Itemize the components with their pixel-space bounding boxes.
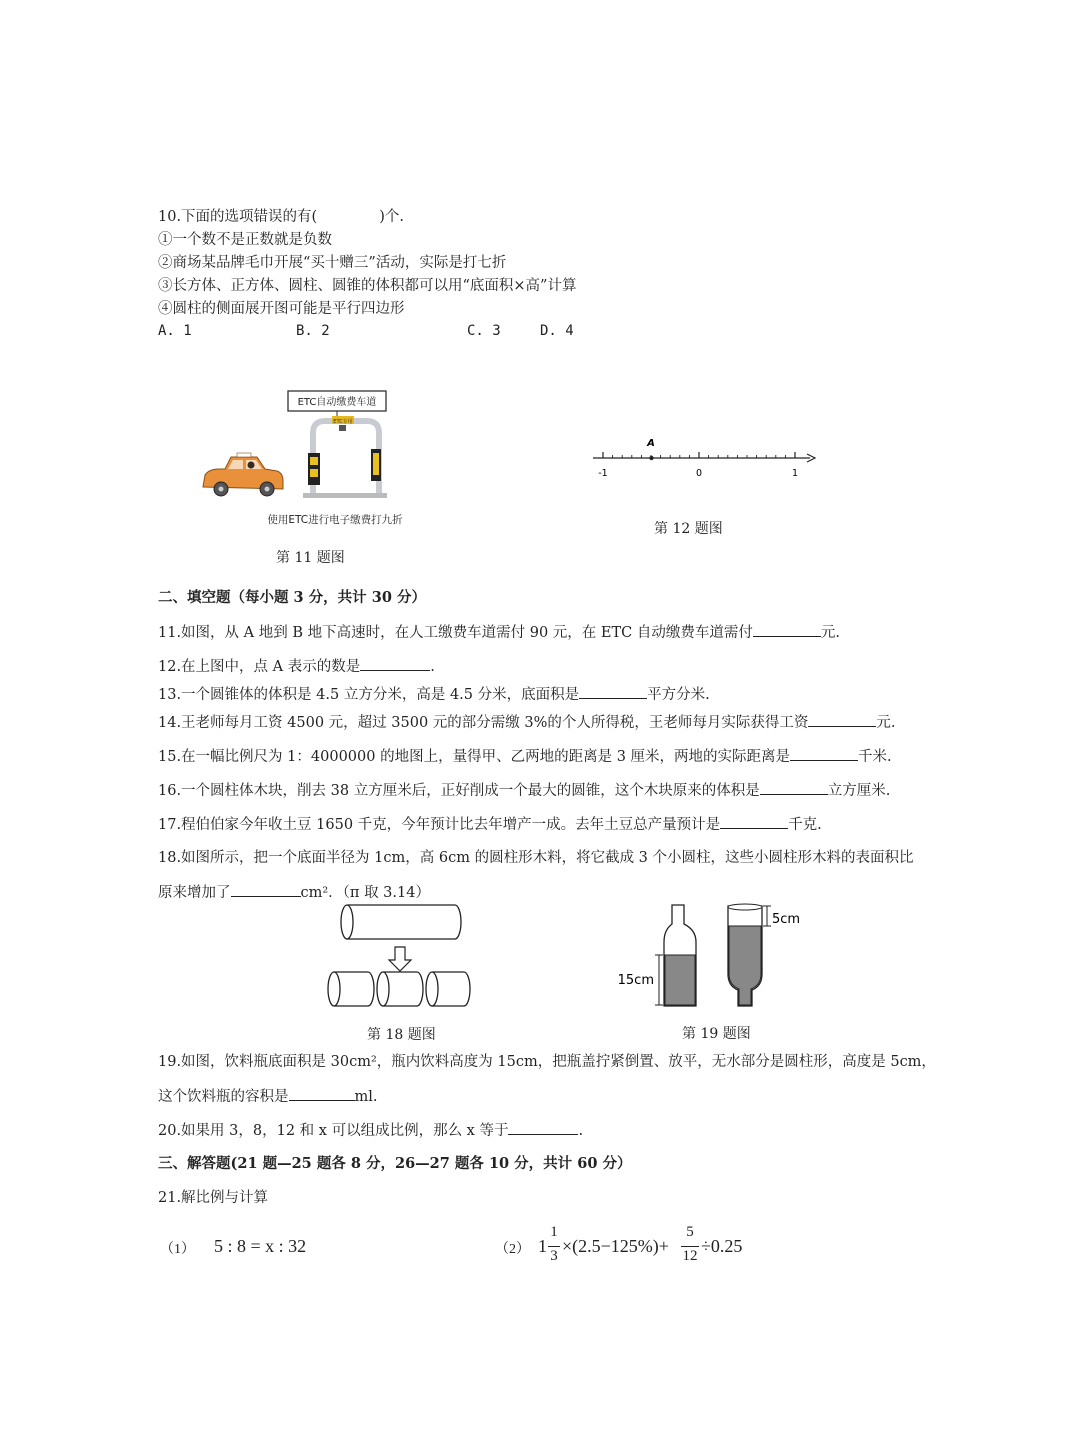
small-cylinder-3 [426, 972, 470, 1006]
q20-answer-blank[interactable] [508, 1120, 578, 1135]
fig19-caption: 第 19 题图 [682, 1026, 751, 1042]
fig12-caption: 第 12 题图 [654, 521, 723, 537]
section-3-heading: 三、解答题(21 题—25 题各 8 分，26—27 题各 10 分，共计 60 分） [158, 1155, 632, 1172]
taxi-roof-sign [237, 453, 251, 457]
q10-item-3: ③长方体、正方体、圆柱、圆锥的体积都可以用“底面积×高”计算 [158, 278, 577, 294]
q10-item-4: ④圆柱的侧面展开图可能是平行四边形 [158, 301, 405, 317]
section-2-heading: 二、填空题（每小题 3 分，共计 30 分） [158, 589, 426, 606]
point-a-label: A [647, 438, 655, 449]
q14 [158, 712, 896, 733]
q12-answer-blank[interactable] [360, 656, 430, 671]
number-line-ticks [603, 452, 795, 458]
q21-title: 21.解比例与计算 [158, 1190, 269, 1206]
fig11-etc-illustration [195, 385, 425, 535]
q16-text: 16.一个圆柱体木块，削去 38 立方厘米后，正好削成一个最大的圆锥，这个木块原来的体积是 [158, 783, 760, 799]
label-15cm: 15cm [617, 973, 654, 988]
fig11-caption: 第 11 题图 [276, 550, 345, 566]
road-base [303, 493, 387, 498]
tick-label-1: 1 [791, 468, 799, 479]
small-cylinder-1 [328, 972, 374, 1006]
frac1-bar [548, 1246, 560, 1247]
q18-answer-blank[interactable] [231, 882, 301, 897]
frac2-den: 12 [682, 1248, 698, 1264]
q11 [158, 622, 840, 643]
expr-end: ÷0.25 [701, 1236, 743, 1256]
q17-text: 17.程伯伯家今年收土豆 1650 千克，今年预计比去年增产一成。去年土豆总产量预计是 [158, 817, 721, 833]
q20 [158, 1120, 583, 1141]
q10-item-2: ②商场某品牌毛巾开展“买十赠三”活动，实际是打七折 [158, 255, 507, 271]
etc-sign-text: ETC自动缴费车道 [297, 397, 377, 408]
frac1-num: 1 [550, 1224, 558, 1240]
q14-unit: 元. [876, 715, 896, 731]
down-arrow-icon [389, 947, 411, 971]
q17-answer-blank[interactable] [720, 814, 788, 829]
point-a-marker [649, 456, 653, 460]
fig18-caption: 第 18 题图 [367, 1027, 436, 1043]
q12-text: 12.在上图中，点 A 表示的数是 [158, 659, 361, 675]
q15-unit: 千米. [858, 749, 892, 765]
q12-unit: . [430, 659, 435, 675]
tick-label-minus-1: -1 [598, 468, 608, 479]
q16-answer-blank[interactable] [760, 780, 828, 795]
fig19-bottles [612, 898, 812, 1014]
q19-line-1: 19.如图，饮料瓶底面积是 30cm²，瓶内饮料高度为 15cm，把瓶盖拧紧倒置、放平，无水部分是圆柱形，高度是 5cm， [158, 1054, 936, 1070]
q10-stem [158, 207, 404, 227]
right-light-lamp [373, 453, 379, 475]
fig18-cylinders [322, 900, 478, 1018]
q15-text: 15.在一幅比例尺为 1：4000000 的地图上，量得甲、乙两地的距离是 3 厘米，两地的实际距离是 [158, 749, 791, 765]
fig12-number-line [585, 432, 825, 482]
q10-item-1: ①一个数不是正数就是负数 [158, 232, 332, 248]
inverted-bottle-base [728, 904, 762, 910]
label-5cm: 5cm [772, 912, 801, 927]
q18-unit: cm²．（π 取 3.14） [300, 885, 430, 901]
long-cylinder [341, 905, 461, 939]
q16-unit: 立方厘米. [827, 783, 891, 799]
q21-part1-expression [214, 1236, 306, 1257]
q10-option-d: D. 4 [540, 323, 574, 339]
q15 [158, 746, 892, 767]
q10-stem-b: )个. [379, 209, 404, 225]
small-cylinder-2 [377, 972, 423, 1006]
q17 [158, 814, 822, 835]
etc-gantry [313, 421, 379, 495]
q19 [158, 1086, 378, 1107]
expr-middle: ×(2.5−125%)+ [562, 1236, 669, 1256]
q13-answer-blank[interactable] [579, 684, 647, 699]
driver-icon [248, 462, 255, 469]
q12 [158, 656, 435, 677]
q18-line-1: 18.如图所示，把一个底面半径为 1cm，高 6cm 的圆柱形木料，将它截成 3 个小圆柱，这些小圆柱形木料的表面积比 [158, 850, 914, 866]
car-hub-rear [265, 487, 270, 492]
frac2-num: 5 [686, 1224, 694, 1240]
tick-label-0: 0 [695, 468, 703, 479]
q13-unit: 平方分米. [647, 687, 710, 703]
inverted-bottle [728, 904, 762, 1006]
q21-part1-expr-text: 5 : 8 = x : 32 [214, 1236, 307, 1256]
q20-unit: . [578, 1123, 584, 1139]
car-hub-front [219, 487, 224, 492]
q21-part1-label: （1） [160, 1242, 195, 1257]
q19-text: 这个饮料瓶的容积是 [158, 1089, 289, 1105]
q11-text: 11.如图，从 A 地到 B 地下高速时，在人工缴费车道需付 90 元，在 ETC 自动缴费车道需付 [158, 625, 753, 641]
q20-text: 20.如果用 3，8，12 和 x 可以组成比例，那么 x 等于 [158, 1123, 509, 1139]
etc-camera-icon [339, 425, 346, 431]
q14-text: 14.王老师每月工资 4500 元，超过 3500 元的部分需缴 3%的个人所得税，王老师每月实际获得工资 [158, 715, 809, 731]
q17-unit: 千克. [788, 817, 822, 833]
q19-unit: ml. [354, 1089, 378, 1105]
fig11-inner-caption: 使用ETC进行电子缴费打九折 [267, 514, 403, 526]
mixed-whole: 1 [538, 1236, 547, 1256]
q21-part2-label: （2） [495, 1242, 530, 1257]
upright-bottle [664, 905, 696, 1006]
q10-option-b: B. 2 [296, 323, 330, 339]
etc-small-sign-text: ETC专用 [333, 419, 353, 425]
q10-option-a: A. 1 [158, 323, 192, 339]
q10-option-c: C. 3 [467, 323, 501, 339]
left-light-lamp-2 [310, 469, 318, 477]
q18-text: 原来增加了 [158, 885, 231, 901]
q13 [158, 684, 710, 705]
q19-answer-blank[interactable] [289, 1086, 355, 1101]
frac2-bar [681, 1246, 699, 1247]
q13-text: 13.一个圆锥体的体积是 4.5 立方分米，高是 4.5 分米，底面积是 [158, 687, 580, 703]
q11-answer-blank[interactable] [753, 622, 821, 637]
q11-unit: 元. [820, 625, 840, 641]
q16 [158, 780, 890, 801]
left-light-lamp [310, 457, 318, 465]
q15-answer-blank[interactable] [790, 746, 858, 761]
q14-answer-blank[interactable] [808, 712, 876, 727]
q10-stem-a: 10.下面的选项错误的有( [158, 209, 318, 225]
frac1-den: 3 [550, 1248, 558, 1264]
